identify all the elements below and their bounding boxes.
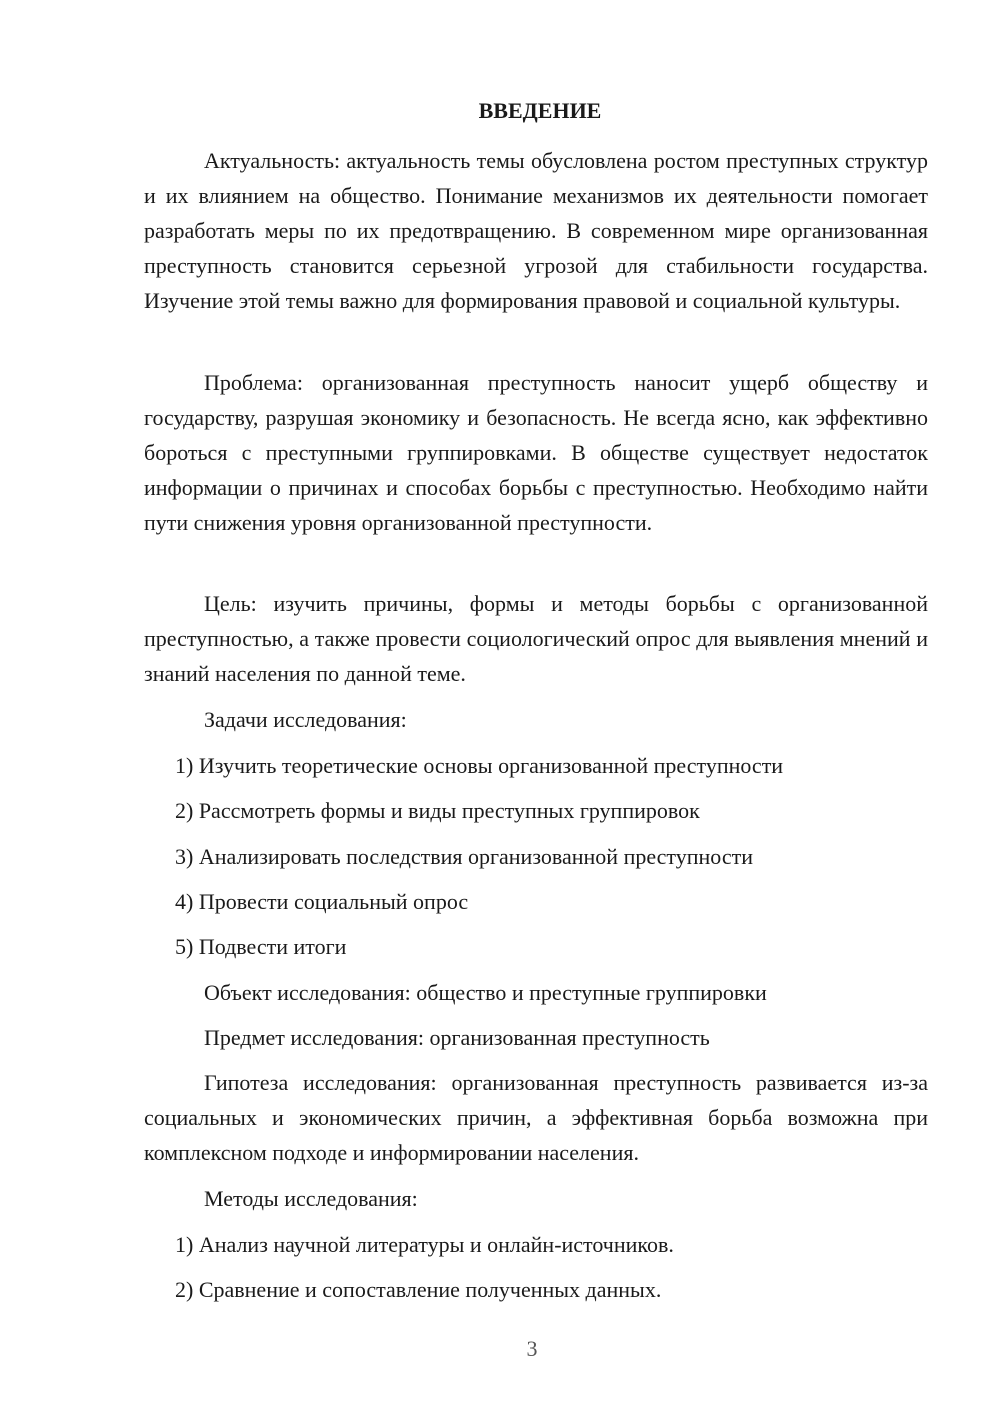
page-number bbox=[144, 1334, 928, 1364]
goal-paragraph: Цель: изучить причины, формы и методы борьбы с организованной преступностью, а также провести социологический опрос для выявления мнений и знаний населения по данной теме. bbox=[144, 591, 928, 686]
list-item-task-3: 3) Анализировать последствия организованной преступности bbox=[175, 844, 753, 869]
page-title: ВВЕДЕНИЕ bbox=[478, 98, 602, 123]
document-page bbox=[144, 0, 928, 1414]
research-object: Объект исследования: общество и преступные группировки bbox=[204, 980, 767, 1005]
hypothesis-paragraph: Гипотеза исследования: организованная преступность развивается из-за социальных и экономических причин, а эффективная борьба возможна при комплексном подходе и информировании населения. bbox=[144, 1070, 928, 1165]
list-item-method-2: 2) Сравнение и сопоставление полученных данных. bbox=[175, 1277, 662, 1302]
list-item-method-1: 1) Анализ научной литературы и онлайн-источников. bbox=[175, 1232, 674, 1257]
research-subject: Предмет исследования: организованная преступность bbox=[204, 1025, 710, 1050]
list-item-task-1: 1) Изучить теоретические основы организованной преступности bbox=[175, 753, 784, 778]
list-item-task-5: 5) Подвести итоги bbox=[175, 934, 347, 959]
methods-heading: Методы исследования: bbox=[204, 1186, 418, 1211]
relevance-paragraph: Актуальность: актуальность темы обусловлена ростом преступных структур и их влиянием на общество. Понимание механизмов их деятельности помогает разработать меры по их предотвращению. В современном мире организованная преступность становится серьезной угрозой для стабильности государства. Изучение этой темы важно для формирования правовой и социальной культуры. bbox=[144, 148, 928, 313]
tasks-heading: Задачи исследования: bbox=[204, 707, 407, 732]
problem-paragraph: Проблема: организованная преступность наносит ущерб обществу и государству, разрушая экономику и безопасность. Не всегда ясно, как эффективно бороться с преступными группировками. В обществе существует недостаток информации о причинах и способах борьбы с преступностью. Необходимо найти пути снижения уровня организованной преступности. bbox=[144, 370, 928, 535]
list-item-task-2: 2) Рассмотреть формы и виды преступных группировок bbox=[175, 798, 700, 823]
page-number-value: 3 bbox=[526, 1336, 538, 1361]
list-item-task-4: 4) Провести социальный опрос bbox=[175, 889, 469, 914]
